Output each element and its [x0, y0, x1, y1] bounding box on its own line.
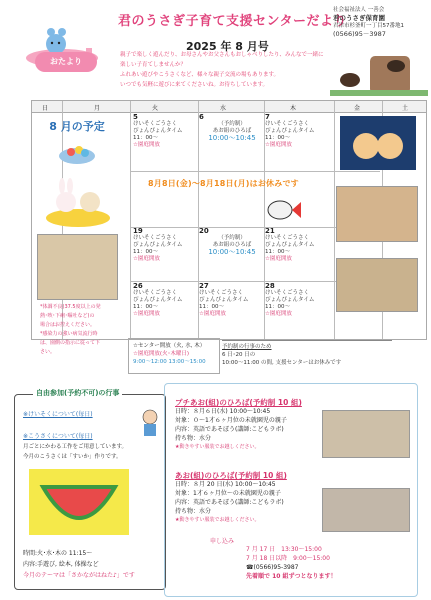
weekday-sat: 土: [402, 105, 409, 112]
activity-time: 時間:火･水･木の 11:15～: [23, 550, 93, 557]
cal-day: 19: [133, 227, 143, 235]
weekday-wed: 水: [220, 105, 227, 112]
cal-text: 11：00～: [133, 304, 158, 310]
org-line: 君津市杉釜町一丁目57番地1: [333, 23, 404, 29]
intro-text: [120, 50, 325, 90]
apply-first-come: 先着順で 10 組ずつとなります！: [246, 573, 337, 580]
center-hours: [128, 338, 220, 374]
cal-text: 11：00～: [265, 135, 290, 141]
weekday-mon: 月: [94, 105, 101, 112]
cal-text: けいそくごうさく: [265, 121, 310, 127]
apply-label: 申し込み: [210, 538, 235, 545]
cal-cell-5: [133, 114, 197, 149]
balls-illustration: [55, 138, 99, 166]
cal-day: 27: [199, 282, 209, 290]
cal-cell-6: [199, 114, 265, 142]
notice-line: 予約制の行事のため: [222, 344, 272, 350]
cal-text: けいそくごうさく: [133, 235, 178, 241]
event-ao: [175, 471, 287, 525]
monkey-illustration: [340, 116, 416, 170]
otayori-logo: おたより: [35, 52, 97, 72]
cal-text: けいそくごうさく: [265, 235, 310, 241]
event-target: 対象：1才６ヶ月位～の未就園児の親子: [175, 490, 281, 497]
cal-text: 11：00～: [133, 135, 158, 141]
cal-text: けいそくごうさく: [133, 290, 178, 296]
cal-text: ☆園庭開放: [133, 256, 160, 262]
intro-line: 親子で楽しく遊んだり、お母さんやお父さんもおしゃべりしたり、みんなで一緒に: [120, 52, 324, 58]
page-title: 君のうさぎ子育て支援センターだより: [118, 14, 347, 29]
cal-text: （予約制）: [218, 235, 246, 241]
cal-text: ぴょんぴょんタイム: [265, 128, 315, 134]
craft-desc: 月ごとにかわる工作をご用意しています。: [23, 444, 128, 450]
cal-text: 11：00～: [265, 249, 290, 255]
issue-label: 2025 年 8 月号: [186, 40, 269, 53]
weekday-header: [32, 101, 426, 113]
cal-text: 10:00～10:45: [208, 248, 256, 256]
cal-text: あお組のひろば: [212, 128, 252, 134]
cal-text: ☆園庭開放: [133, 311, 160, 317]
cal-cell-28: [265, 283, 333, 318]
cal-text: けいそくごうさく: [265, 290, 310, 296]
cal-day: 20: [199, 227, 209, 235]
playroom-photo: [37, 234, 118, 300]
activity-theme: 今月のテーマは「さかながはねた♪」です: [23, 572, 135, 579]
free-activities-box: [14, 389, 166, 590]
event-items: 持ち物：水分: [175, 435, 212, 442]
event-content: 内容：英語であそぼう(講師:こどもラボ): [175, 499, 284, 506]
cal-day: 5: [133, 113, 138, 121]
event-petit-ao: [175, 398, 302, 452]
notice-line: 10:00～11:00 の間, 支援センターはお休みです: [222, 360, 342, 366]
health-note: [40, 303, 116, 357]
cal-day: 28: [265, 282, 275, 290]
cal-cell-21: [265, 228, 333, 263]
cal-text: けいそくごうさく: [199, 290, 244, 296]
intro-line: 楽しい子育てしませんか？: [120, 62, 187, 68]
event-title: プチあお(組)のひろば(予約制 10 組): [175, 398, 302, 407]
holiday-notice: 8月8日(金)～8月18日(月)はお休みです: [148, 179, 299, 188]
event-note: ★動きやすい服装でお越しください。: [175, 517, 260, 523]
activity-content: 内容:手遊び, 絵本, 体操など: [23, 561, 99, 568]
note-line: 熱･咳･下痢･嘔吐など)の: [40, 313, 95, 319]
center-line: ☆園庭開放(火･木曜日): [133, 351, 189, 357]
cal-text: ☆園庭開放: [265, 311, 292, 317]
boy-illustration: [137, 407, 163, 437]
cal-text: けいそくごうさく: [133, 121, 178, 127]
cal-day: 26: [133, 282, 143, 290]
reservation-notice: [222, 340, 392, 374]
cal-text: ぴょんぴょんタイム: [265, 242, 315, 248]
cal-text: ☆園庭開放: [133, 142, 160, 148]
note-line: *感染力の強い病気流行時: [40, 331, 98, 337]
application-info: [210, 537, 234, 546]
beetles-illustration: [330, 46, 428, 96]
cal-text: ぴょんぴょんタイム: [265, 297, 315, 303]
org-line: 君のうさぎ保育園: [333, 14, 385, 22]
month-schedule-title: 8 月の予定: [49, 120, 105, 133]
cal-cell-20: [199, 228, 265, 256]
event-title: あお(組)のひろば(予約制 10 組): [175, 471, 287, 480]
event-target: 対象：０～1才６ヶ月位の未就園児の親子: [175, 417, 287, 424]
intro-line: いつでも気軽に遊びに来てくださいね。お待ちしています。: [120, 82, 269, 88]
center-line: ☆センター開放（火, 水, 木）: [133, 343, 206, 349]
craft-item: ※こうさくについて(毎日): [23, 433, 93, 440]
watermelon-craft-photo: [29, 469, 129, 535]
fish-illustration: [262, 196, 302, 222]
note-line: は、園側の指示に従って下: [40, 340, 101, 346]
center-line: 9:00～12:00 13:00～15:00: [133, 359, 206, 365]
apply-date: 7 月 17 日 13:30～15:00: [246, 546, 322, 553]
cal-text: 11：00～: [199, 304, 224, 310]
application-dates: [246, 545, 337, 581]
cal-cell-19: [133, 228, 197, 263]
notice-line: 6 日･20 日の: [222, 352, 256, 358]
cal-text: ☆園庭開放: [265, 142, 292, 148]
weekday-tue: 火: [152, 105, 159, 112]
event-note: ★動きやすい服装でお越しください。: [175, 444, 260, 450]
cal-cell-27: [199, 283, 265, 318]
cal-text: ☆園庭開放: [265, 256, 292, 262]
cal-text: ☆園庭開放: [199, 311, 226, 317]
english-class-photo: [322, 410, 410, 458]
org-line: 社会福祉法人 一善会: [333, 7, 385, 13]
room-photo: [336, 186, 418, 242]
event-content: 内容：英語であそぼう(講師:こどもラボ): [175, 426, 284, 433]
cal-text: 11：00～: [133, 249, 158, 255]
cal-text: （予約制）: [218, 121, 246, 127]
event-date: 日時：８月６日(水) 10:00～10:45: [175, 408, 271, 415]
event-date: 日時：８月 20 日(水) 10:00～10:45: [175, 481, 276, 488]
free-activities-title: 自由参加(予約不可)の行事: [33, 388, 122, 398]
weekday-fri: 金: [354, 105, 361, 112]
cal-text: 11：00～: [265, 304, 290, 310]
cal-day: 6: [199, 113, 204, 121]
org-info: [333, 6, 428, 38]
intro-line: ふれあい遊びやこうさくなど、様々な親子交流の場もあります。: [120, 72, 280, 78]
apply-date: 7 月 18 日以降 9:00～15:00: [246, 555, 330, 562]
cal-day: 21: [265, 227, 275, 235]
event-items: 持ち物：水分: [175, 508, 212, 515]
rabbit-dog-pool-illustration: [40, 174, 115, 230]
cal-day: 7: [265, 113, 270, 121]
cal-text: ぴょんぴょんタイム: [199, 297, 249, 303]
craft-desc: 今月のこうさくは「すいか」作りです。: [23, 454, 122, 460]
weekday-sun: 日: [42, 105, 49, 112]
ao-class-photo: [322, 488, 410, 532]
weekday-thu: 木: [290, 105, 297, 112]
cal-text: あお組のひろば: [212, 242, 252, 248]
org-line: (0566)95－3987: [333, 30, 386, 38]
playground-photo: [336, 258, 418, 312]
measure-item: ※けいそくについて(毎日): [23, 411, 93, 418]
cal-text: ぴょんぴょんタイム: [133, 128, 183, 134]
apply-tel: ☎(0566)95-3987: [246, 564, 299, 571]
note-line: さい。: [40, 349, 56, 355]
note-line: 場合はお控えください。: [40, 322, 96, 328]
cal-text: ぴょんぴょんタイム: [133, 297, 183, 303]
cal-cell-7: [265, 114, 333, 149]
cal-text: 10:00～10:45: [208, 134, 256, 142]
cal-cell-26: [133, 283, 197, 318]
cal-text: ぴょんぴょんタイム: [133, 242, 183, 248]
note-line: *体調不良(37.5度以上の発: [40, 304, 101, 310]
